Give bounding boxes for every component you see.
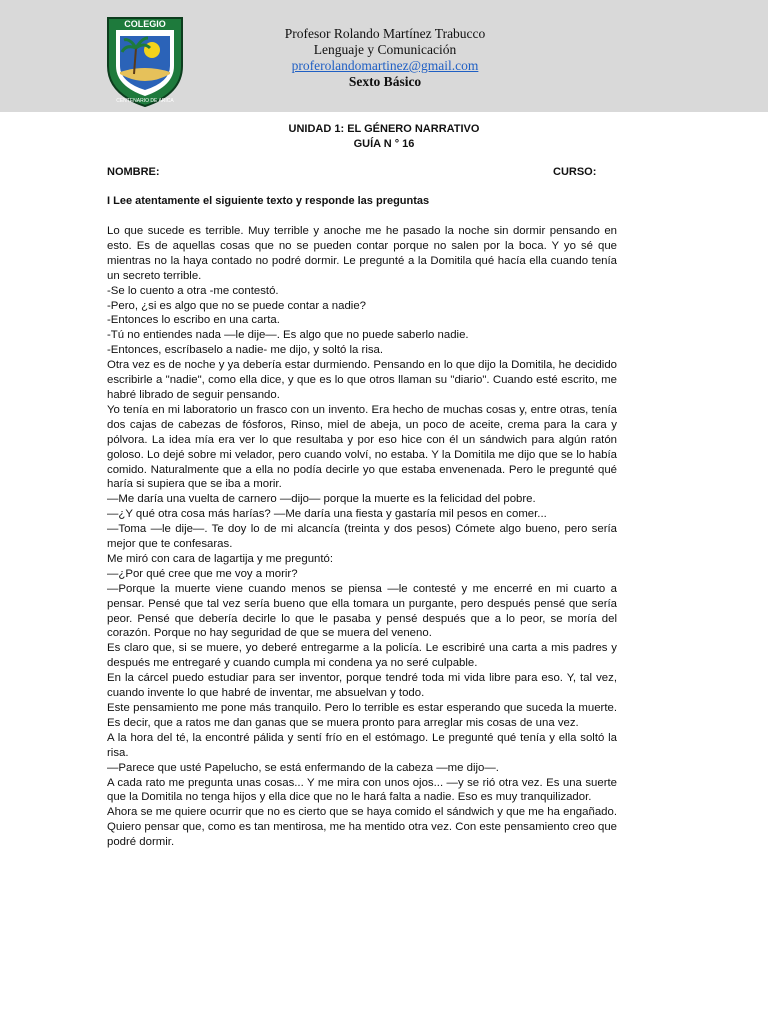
paragraph: -Se lo cuento a otra -me contestó. (107, 284, 279, 297)
paragraph: Es claro que, si se muere, yo deberé entregarme a la policía. Le escribiré una carta a mis padres y después me entregaré y cuando cumpla mi condena ya no seré culpable. (107, 642, 617, 670)
paragraph: -Entonces lo escribo en una carta. (107, 314, 280, 327)
paragraph: -Pero, ¿si es algo que no se puede contar a nadie? (107, 299, 366, 312)
school-crest-logo (104, 14, 186, 108)
guide-number: GUÍA N ° 16 (353, 138, 415, 150)
paragraph: —Porque la muerte viene cuando menos se piensa —le contesté y me encerré en mi cuarto a pensar. Pensé que tal vez sería bueno que ella tomara un purgante, pero después pensé que sería peor. Pensé que debería decirle lo que le pasaba y pensé después que a lo peor, se moría del corazón. Porque no hay seguridad de que se muera del veneno. (107, 582, 617, 640)
paragraph: Otra vez es de noche y ya debería estar durmiendo. Pensando en lo que dijo la Domitila, he decidido escribirle a "nadie", como ella dice, y que es lo que otros llaman su "diario". Cuando esté escrito, me habré librado de seguir pensando. (107, 359, 617, 401)
svg-text:CENTENARIO DE ARICA: CENTENARIO DE ARICA (116, 98, 174, 104)
unit-title: UNIDAD 1: EL GÉNERO NARRATIVO (288, 123, 480, 135)
paragraph: —Me daría una vuelta de carnero —dijo— porque la muerte es la felicidad del pobre. (107, 493, 536, 506)
paragraph: -Entonces, escríbaselo a nadie- me dijo, y soltó la risa. (107, 344, 384, 357)
header-band (0, 0, 768, 112)
paragraph: —¿Y qué otra cosa más harías? —Me daría una fiesta y gastaría mil pesos en comer... (107, 508, 547, 521)
paragraph: Ahora se me quiere ocurrir que no es cierto que se haya comido el sándwich y que me ha engañado. Quiero pensar que, como es tan mentirosa, me ha mentido otra vez. Con este pensamiento creo que podré dormir. (107, 806, 617, 849)
grade-label: Sexto Básico (348, 74, 422, 89)
email-link[interactable]: proferolandomartinez@gmail.com (291, 58, 479, 73)
name-field-label: NOMBRE: (107, 166, 160, 178)
paragraph: Este pensamiento me pone más tranquilo. Pero lo terrible es estar esperando que suceda la muerte. Es decir, que a ratos me dan ganas que se muera pronto para arreglar mis cosas de una vez. (107, 702, 617, 729)
story-text (107, 224, 617, 850)
paragraph: —¿Por qué cree que me voy a morir? (107, 567, 298, 580)
unit-title-block (0, 122, 768, 152)
paragraph: En la cárcel puedo estudiar para ser inventor, porque tendré toda mi vida libre para eso. Y, tal vez, cuando invente lo que habré de inventar, me absuelvan y todo. (107, 672, 617, 700)
paragraph: —Parece que usté Papelucho, se está enfermando de la cabeza —me dijo—. (107, 761, 499, 774)
paragraph: Lo que sucede es terrible. Muy terrible y anoche me he pasado la noche sin dormir pensando en esto. Es de aquellas cosas que no se pueden contar porque no salen por la boca. Y yo sé que mientras no la haya contado no podré dormir. Le pregunté a la Domitila qué hacía ella cuando tenía un secreto terrible. (107, 225, 617, 282)
paragraph: Me miró con cara de lagartija y me preguntó: (107, 552, 334, 565)
instruction-text: I Lee atentamente el siguiente texto y responde las preguntas (107, 195, 430, 207)
paragraph: A la hora del té, la encontré pálida y sentí frío en el estómago. Le pregunté qué tenía y ella soltó la risa. (107, 731, 617, 759)
header-text (230, 26, 540, 90)
paragraph: -Tú no entiendes nada —le dije—. Es algo que no puede saberlo nadie. (107, 329, 469, 342)
subject-name: Lenguaje y Comunicación (313, 42, 457, 57)
course-field-label: CURSO: (553, 166, 597, 178)
svg-text:COLEGIO: COLEGIO (124, 19, 166, 29)
paragraph: Yo tenía en mi laboratorio un frasco con un invento. Era hecho de muchas cosas y, entre otras, tenía dos cajas de cabezas de fósforos, Rinso, miel de abeja, un poco de aceite, crema para la cara y pólvora. La idea mía era ver lo que resultaba y por eso hice con él un sándwich para algún ratón goloso. Lo dejé sobre mi velador, pero cuando volví, no estaba. Y la Domitila me dijo que se lo había comido. Naturalmente que a ella no podía decirle yo que estaba envenenada. Pero le pregunté qué haría si supiera que se iba a morir. (107, 403, 617, 491)
paragraph: —Toma —le dije—. Te doy lo de mi alcancía (treinta y dos pesos) Cómete algo bueno, pero sería mejor que te confesaras. (107, 523, 617, 551)
author-name: Profesor Rolando Martínez Trabucco (284, 26, 486, 41)
paragraph: A cada rato me pregunta unas cosas... Y me mira con unos ojos... —y se rió otra vez. Es una suerte que la Domitila no tenga hijos y ella dice que no le hará falta a nadie. Eso es muy tranquilizador. (107, 776, 617, 804)
